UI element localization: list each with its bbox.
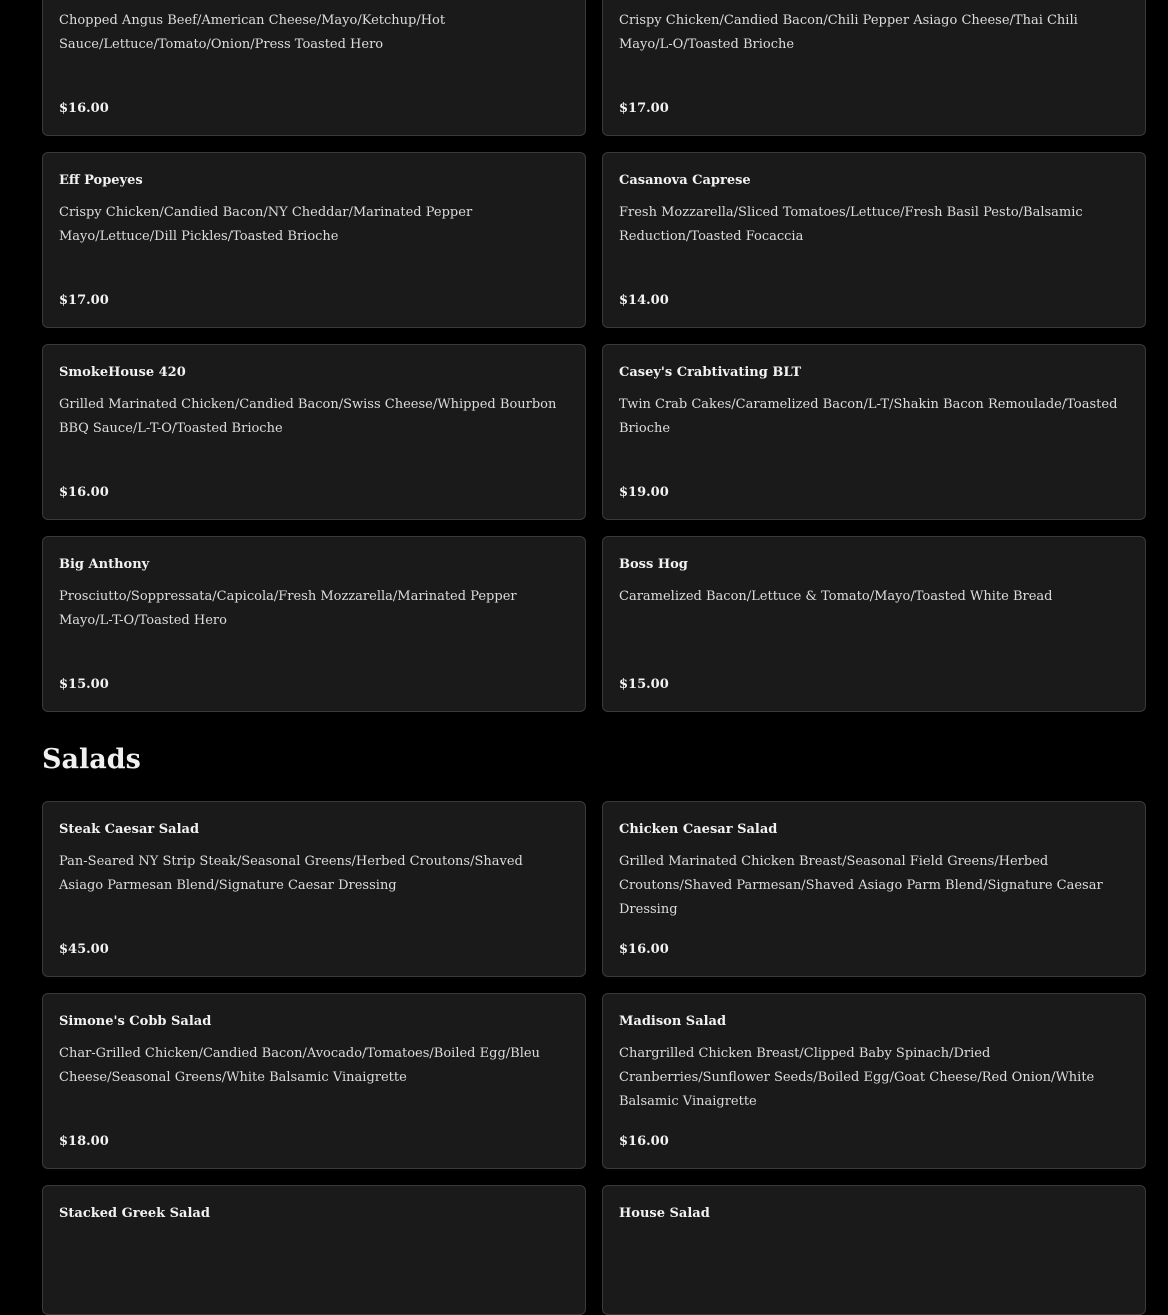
menu-item-card[interactable] bbox=[602, 993, 1146, 1169]
item-description: Char-Grilled Chicken/Candied Bacon/Avocado/Tomatoes/Boiled Egg/Bleu Cheese/Seasonal Greens/White Balsamic Vinaigrette bbox=[59, 1046, 540, 1085]
menu-item-card[interactable] bbox=[602, 801, 1146, 977]
item-price: $14.00 bbox=[619, 293, 669, 308]
menu-item-card[interactable] bbox=[602, 344, 1146, 520]
item-name: Eff Popeyes bbox=[59, 173, 143, 188]
item-description: Grilled Marinated Chicken/Candied Bacon/Swiss Cheese/Whipped Bourbon BBQ Sauce/L-T-O/Toasted Brioche bbox=[59, 397, 557, 436]
item-price: $15.00 bbox=[619, 677, 669, 692]
item-description: Chargrilled Chicken Breast/Clipped Baby Spinach/Dried Cranberries/Sunflower Seeds/Boiled Egg/Goat Cheese/Red Onion/White Balsamic Vinaigrette bbox=[619, 1046, 1095, 1109]
item-price: $15.00 bbox=[59, 677, 109, 692]
menu-item-card[interactable] bbox=[42, 536, 586, 712]
menu-item-card[interactable] bbox=[602, 1185, 1146, 1315]
section-heading-salads: Salads bbox=[42, 744, 141, 775]
item-description: Pan-Seared NY Strip Steak/Seasonal Greens/Herbed Croutons/Shaved Asiago Parmesan Blend/Signature Caesar Dressing bbox=[59, 854, 523, 893]
menu-item-card[interactable] bbox=[42, 801, 586, 977]
menu-item-card[interactable] bbox=[602, 152, 1146, 328]
item-price: $16.00 bbox=[619, 942, 669, 957]
item-description: Grilled Marinated Chicken Breast/Seasonal Field Greens/Herbed Croutons/Shaved Parmesan/Shaved Asiago Parm Blend/Signature Caesar Dressing bbox=[619, 854, 1103, 917]
item-name: House Salad bbox=[619, 1206, 710, 1221]
item-price: $16.00 bbox=[59, 485, 109, 500]
item-name: Casanova Caprese bbox=[619, 173, 751, 188]
item-price: $16.00 bbox=[59, 101, 109, 116]
item-description: Prosciutto/Soppressata/Capicola/Fresh Mozzarella/Marinated Pepper Mayo/L-T-O/Toasted Hero bbox=[59, 589, 517, 628]
item-price: $18.00 bbox=[59, 1134, 109, 1149]
menu-item-card[interactable] bbox=[42, 1185, 586, 1315]
item-name: Casey's Crabtivating BLT bbox=[619, 365, 802, 380]
item-price: $45.00 bbox=[59, 942, 109, 957]
item-name: Madison Salad bbox=[619, 1014, 727, 1029]
menu-item-card[interactable] bbox=[42, 344, 586, 520]
item-description: Fresh Mozzarella/Sliced Tomatoes/Lettuce/Fresh Basil Pesto/Balsamic Reduction/Toasted Focaccia bbox=[619, 205, 1083, 244]
item-name: Big Anthony bbox=[59, 557, 150, 572]
item-description: Caramelized Bacon/Lettuce & Tomato/Mayo/Toasted White Bread bbox=[619, 589, 1053, 604]
item-price: $17.00 bbox=[59, 293, 109, 308]
item-description: Crispy Chicken/Candied Bacon/NY Cheddar/Marinated Pepper Mayo/Lettuce/Dill Pickles/Toasted Brioche bbox=[59, 205, 473, 244]
item-name: Boss Hog bbox=[619, 557, 688, 572]
menu-item-card[interactable] bbox=[602, 0, 1146, 136]
item-name: Chicken Caesar Salad bbox=[619, 822, 778, 837]
salad-grid bbox=[42, 801, 1146, 1315]
item-description: Chopped Angus Beef/American Cheese/Mayo/Ketchup/Hot Sauce/Lettuce/Tomato/Onion/Press Toasted Hero bbox=[59, 13, 446, 52]
item-name: Stacked Greek Salad bbox=[59, 1206, 210, 1221]
item-description: Twin Crab Cakes/Caramelized Bacon/L-T/Shakin Bacon Remoulade/Toasted Brioche bbox=[619, 397, 1118, 436]
item-price: $19.00 bbox=[619, 485, 669, 500]
menu-item-card[interactable] bbox=[42, 993, 586, 1169]
item-price: $17.00 bbox=[619, 101, 669, 116]
menu-item-card[interactable] bbox=[42, 152, 586, 328]
menu-item-card[interactable] bbox=[42, 0, 586, 136]
sandwich-grid bbox=[42, 0, 1146, 712]
menu-item-card[interactable] bbox=[602, 536, 1146, 712]
item-description: Crispy Chicken/Candied Bacon/Chili Pepper Asiago Cheese/Thai Chili Mayo/L-O/Toasted Brioche bbox=[619, 13, 1078, 52]
item-name: Simone's Cobb Salad bbox=[59, 1014, 212, 1029]
item-name: Steak Caesar Salad bbox=[59, 822, 200, 837]
item-name: SmokeHouse 420 bbox=[59, 365, 186, 380]
item-price: $16.00 bbox=[619, 1134, 669, 1149]
